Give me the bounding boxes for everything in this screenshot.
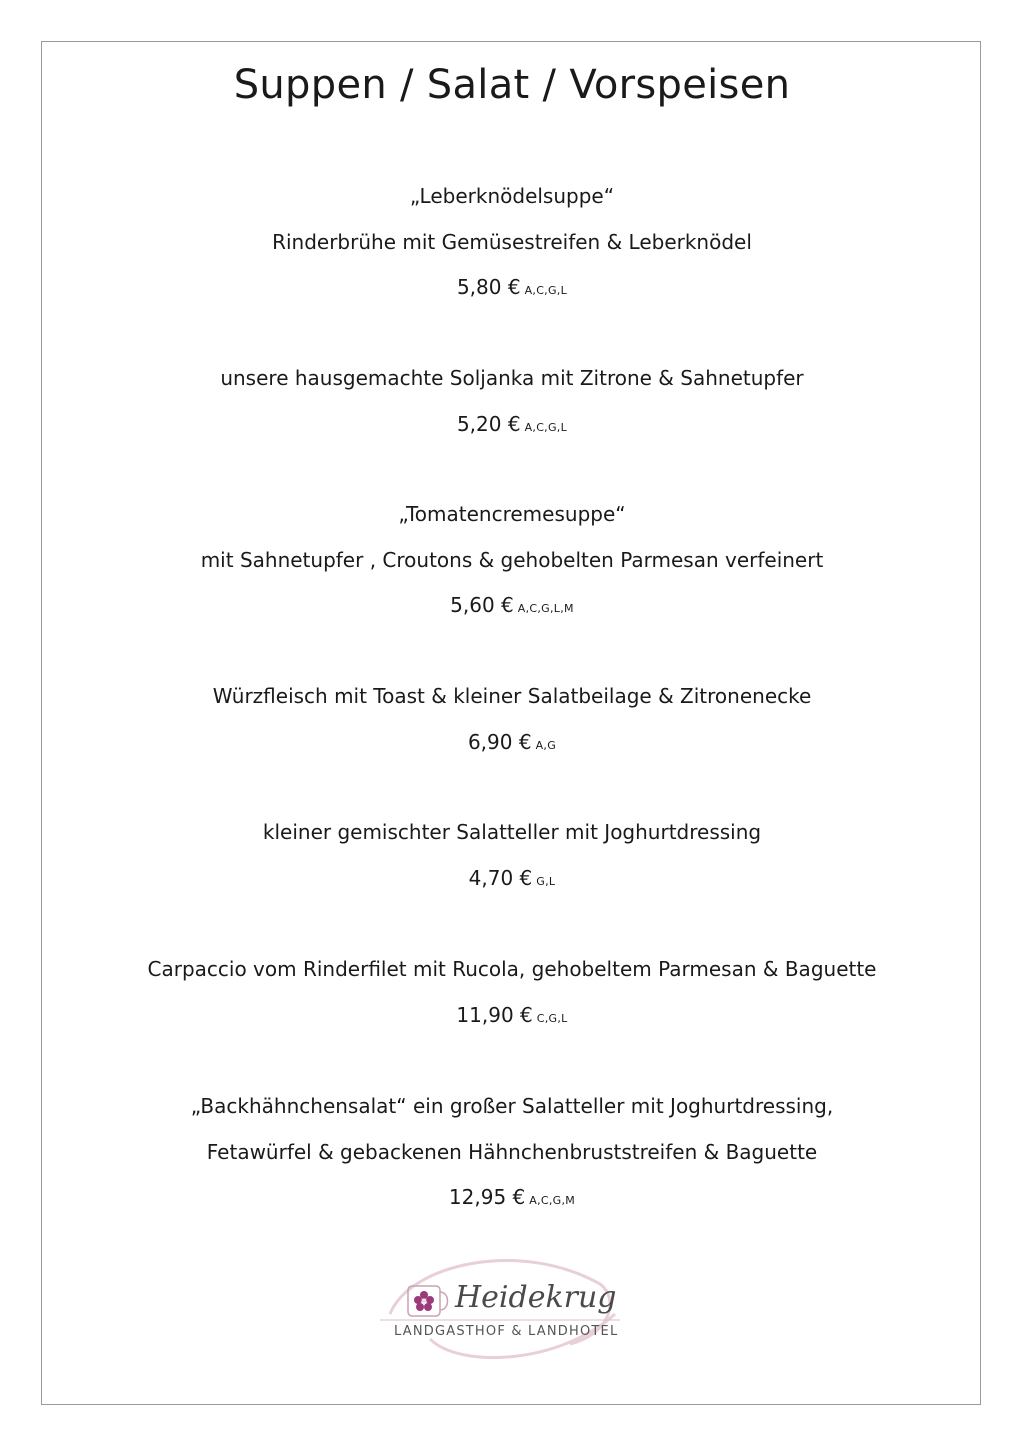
menu-item-allergens: A,C,G,M	[529, 1194, 576, 1207]
menu-item-price-row	[0, 728, 1024, 760]
menu-item-price-row	[0, 273, 1024, 305]
menu-item-description: Rinderbrühe mit Gemüsestreifen & Leberknödel	[272, 229, 752, 254]
menu-item-allergens: A,C,G,L	[524, 420, 568, 434]
menu-item-allergens: A,C,G,L	[524, 284, 568, 297]
menu-item-name: „Leberknödelsuppe“	[409, 184, 615, 208]
menu-item-allergens: A,C,G,L,M	[517, 602, 574, 615]
menu-item-price: 12,95 €	[448, 1185, 526, 1209]
menu-item-price-row	[0, 410, 1024, 442]
menu-item-description: Fetawürfel & gebackenen Hähnchenbruststreifen & Baguette	[206, 1139, 818, 1164]
menu-item-name: Würzfleisch mit Toast & kleiner Salatbeilage & Zitronenecke	[212, 684, 812, 708]
menu-item-name: „Backhähnchensalat“ ein großer Salatteller mit Joghurtdressing,	[190, 1094, 834, 1118]
flower-icon	[414, 1291, 434, 1311]
menu-item-description: mit Sahnetupfer , Croutons & gehobelten Parmesan verfeinert	[200, 547, 824, 572]
menu-item-name: Carpaccio vom Rinderfilet mit Rucola, gehobeltem Parmesan & Baguette	[147, 957, 877, 981]
page-title: Suppen / Salat / Vorspeisen	[233, 62, 791, 108]
menu-item-allergens: G,L	[536, 874, 556, 888]
menu-item-price-row	[0, 1183, 1024, 1215]
menu-item-price-row	[0, 1001, 1024, 1033]
logo-subtitle: LANDGASTHOF & LANDHOTEL	[394, 1324, 619, 1339]
menu-item-price: 4,70 €	[468, 865, 533, 890]
menu-item-price: 11,90 €	[456, 1002, 533, 1027]
menu-item-price-row	[0, 864, 1024, 896]
menu-item-price: 5,80 €	[456, 275, 521, 299]
menu-item-allergens: A,G	[535, 738, 557, 752]
menu-item-allergens: C,G,L	[536, 1011, 568, 1025]
logo	[370, 1244, 630, 1364]
menu-item-price: 6,90 €	[467, 729, 532, 754]
menu-item-price-row	[0, 591, 1024, 623]
menu-item-name: „Tomatencremesuppe“	[398, 502, 626, 526]
logo-name: Heidekrug	[455, 1280, 617, 1315]
menu-item-price: 5,20 €	[456, 411, 521, 436]
menu-item-name: unsere hausgemachte Soljanka mit Zitrone & Sahnetupfer	[220, 366, 804, 390]
menu-item-price: 5,60 €	[450, 593, 514, 617]
menu-item-name: kleiner gemischter Salatteller mit Joghurtdressing	[262, 820, 762, 844]
